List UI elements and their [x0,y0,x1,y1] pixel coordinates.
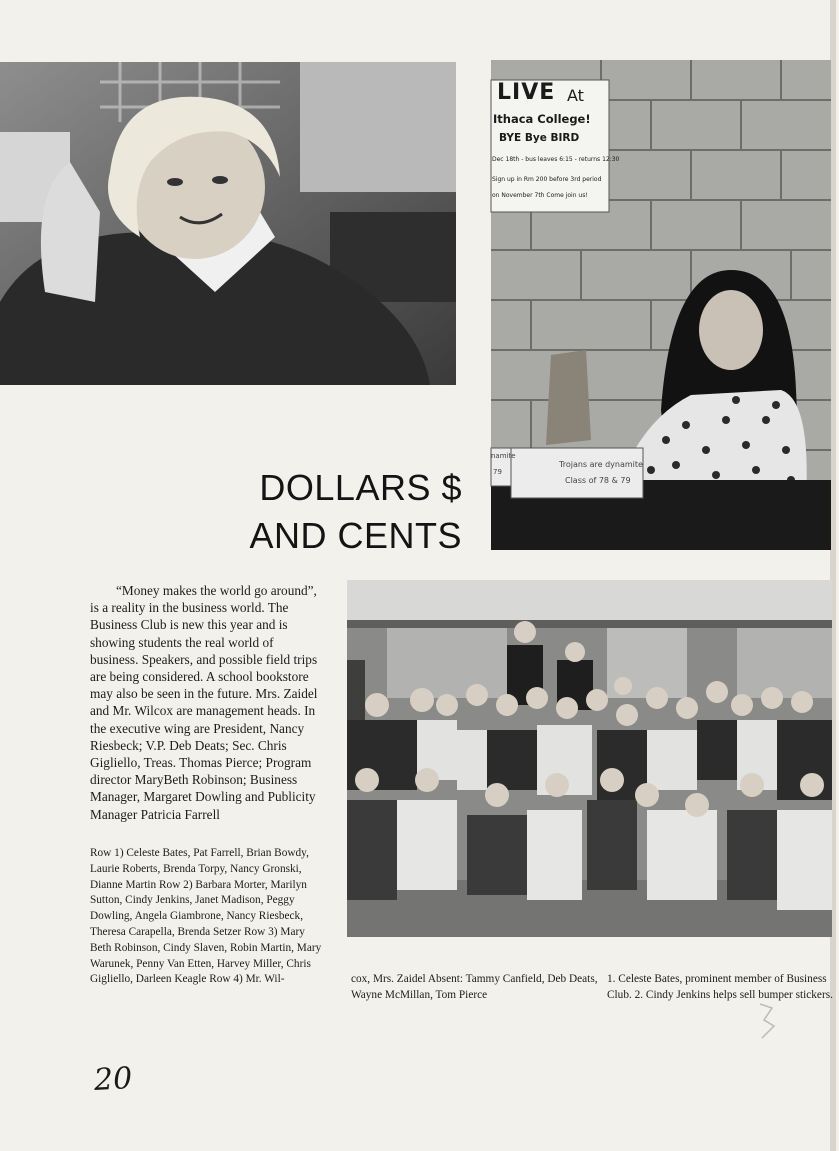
poster-venue: Ithaca College! [493,112,591,126]
roster-part-2: cox, Mrs. Zaidel Absent: Tammy Canfield, Deb Deats, Wayne McMillan, Tom Pierce [351,973,598,1001]
sticker-edge [491,448,516,486]
sticker-edge-num: 79 [493,468,502,476]
sticker-line2: Class of 78 & 79 [565,476,631,485]
poster-date: on November 7th Come join us! [492,192,588,199]
photo-celeste-bates [0,62,456,385]
poster-show: BYE Bye BIRD [499,132,580,144]
page-number: 20 [93,1061,134,1098]
article-body [90,582,322,823]
caption-text: 1. Celeste Bates, prominent member of Business Club. 2. Cindy Jenkins helps sell bumper stickers. [607,973,833,1001]
photo-captions [607,972,839,1004]
sticker-line1: Trojans are dynamite [559,460,643,469]
roster-continued [351,972,601,1004]
poster-at: At [567,86,584,105]
poster-live: LIVE [497,80,556,105]
roster-part-1: Row 1) Celeste Bates, Pat Farrell, Brian Bowdy, Laurie Roberts, Brenda Torpy, Nancy Gronski, Dianne Martin Row 2) Barbara Morter, Marilyn Sutton, Cindy Jenkins, Janet Madison, Peggy Dowling, Angela Giambrone, Nancy Riesbeck, Theresa Carapella, Brenda Setzer Row 3) Mary Beth Robinson, Cindy Slaven, Robin Martin, Mary Warunek, Penny Van Etten, Harvey Miller, Chris Gigliello, Darleen Keagle Row 4) Mr. Wil- [90,847,322,986]
article-paragraph: “Money makes the world go around”, is a reality in the business world. The Business Club is new this year and is showing students the real world of business. Speakers, and possible field trips are being considered. A school bookstore may also be seen in the future. Mrs. Zaidel and Mr. Wilcox are management heads. In the executive wing are President, Nancy Riesbeck; V.P. Deb Deats; Sec. Chris Gigliello, Treas. Thomas Pierce; Program director MaryBeth Robinson; Business Manager, Margaret Dowling and Publicity Manager Patricia Farrell [90,583,318,822]
headline-line-1: DOLLARS $ [259,467,462,508]
pencil-mark [754,1000,780,1042]
headline-line-2: AND CENTS [249,515,462,556]
poster [491,80,620,212]
bumper-sticker [511,448,643,498]
poster-signup: Sign up in Rm 200 before 3rd period [492,176,602,183]
roster-block [90,846,322,988]
photo-business-club-group [347,580,832,937]
sticker-edge-word: namite [491,452,516,460]
poster-details: Dec 18th - bus leaves 6:15 - returns 12:30 [492,156,620,163]
